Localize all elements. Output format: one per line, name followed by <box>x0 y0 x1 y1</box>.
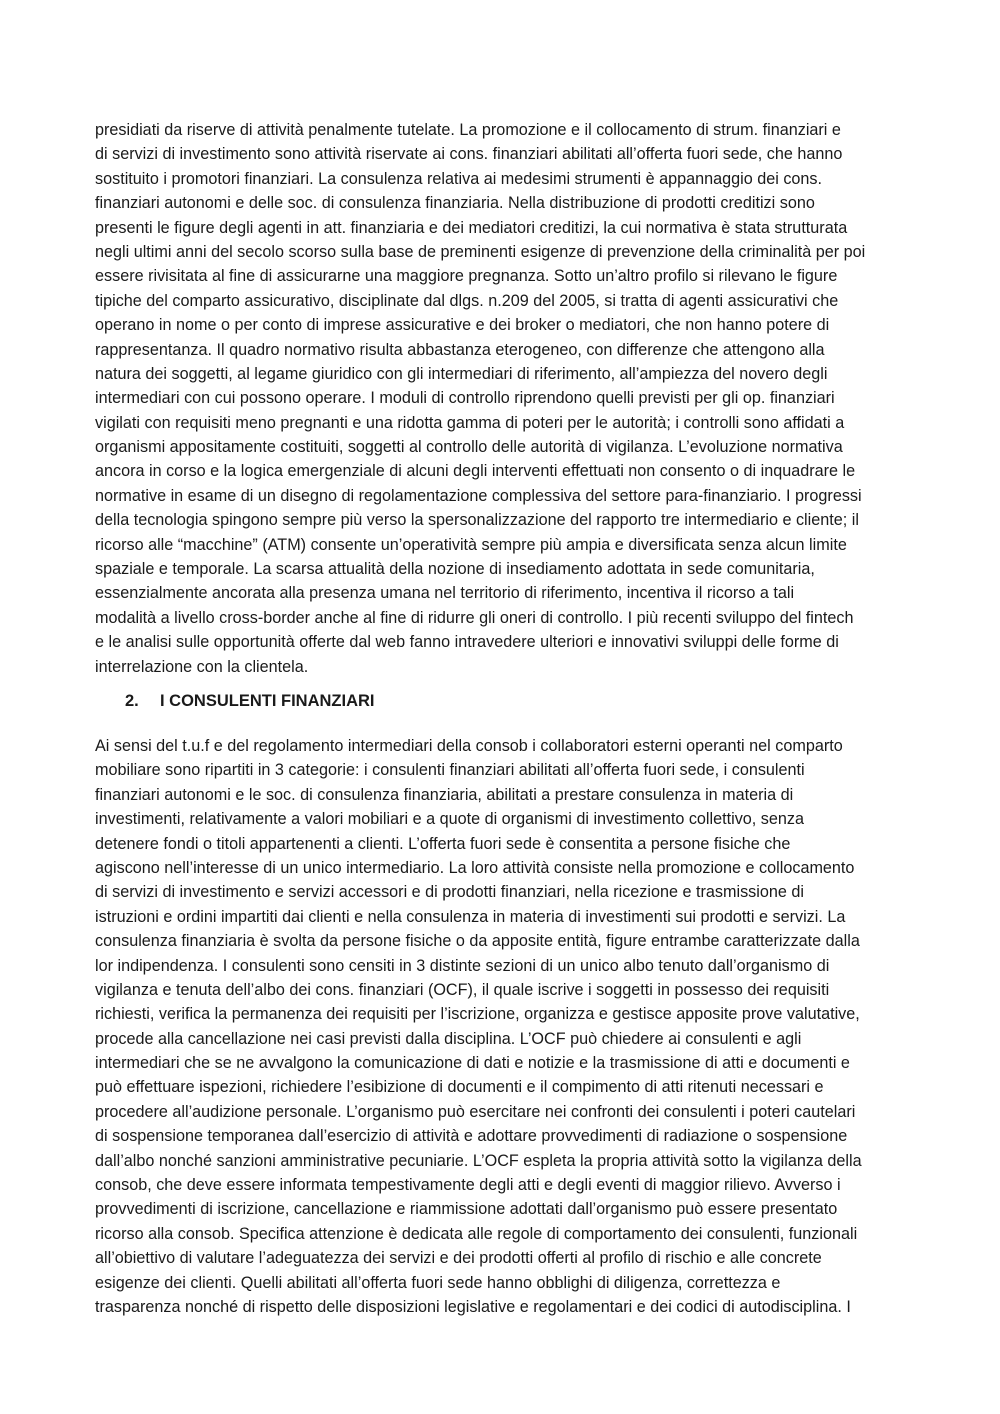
text-line: trasparenza nonché di rispetto delle disposizioni legislative e regolamentari e dei codici di autodisciplina. I <box>95 1297 851 1316</box>
text-line: operano in nome o per conto di imprese assicurative e dei broker o mediatori, che non hanno potere di <box>95 316 830 335</box>
text-line: procede alla cancellazione nei casi previsti dalla disciplina. L’OCF può chiedere ai consulenti e agli <box>95 1029 802 1048</box>
text-line: agiscono nell’interesse di un unico intermediario. La loro attività consiste nella promozione e collocamento <box>95 858 855 877</box>
text-line: essenzialmente ancorata alla presenza umana nel territorio di riferimento, incentiva il ricorso a tali <box>95 584 795 603</box>
paragraph-intermediari-para-finanziari <box>95 118 907 679</box>
text-line: ancora in corso e la logica emergenziale di alcuni degli interventi effettuati non consento o di inquadrare le <box>95 462 856 481</box>
text-line: di sospensione temporanea dall’esercizio di attività e adottare provvedimenti di radiazione o sospensione <box>95 1127 848 1146</box>
text-line: ricorso alla consob. Specifica attenzione è dedicata alle regole di comportamento dei consulenti, funzionali <box>95 1224 858 1243</box>
text-line: tipiche del comparto assicurativo, disciplinate dal dlgs. n.209 del 2005, si tratta di agenti assicurativi che <box>95 291 839 310</box>
text-line: presidiati da riserve di attività penalmente tutelate. La promozione e il collocamento di strum. finanziari e <box>95 121 841 139</box>
text-line: consulenza finanziaria è svolta da persone fisiche o da apposite entità, figure entrambe caratterizzate dalla <box>95 932 860 951</box>
paragraph-consulenti-finanziari <box>95 734 907 1319</box>
text-line: essere rivisitata al fine di assicurarne una maggiore pregnanza. Sotto un’altro profilo si rilevano le figure <box>95 267 838 286</box>
text-line: organismi appositamente costituiti, soggetti al controllo delle autorità di vigilanza. L’evoluzione normativa <box>95 438 843 457</box>
text-line: richiesti, verifica la permanenza dei requisiti per l’iscrizione, organizza e gestisce apposite prove valutative, <box>95 1005 860 1024</box>
section-number: 2. <box>125 692 139 710</box>
text-line: vigilanza e tenuta dell’albo dei cons. finanziari (OCF), il quale iscrive i soggetti in possesso dei requisiti <box>95 980 830 999</box>
text-line: esigenze dei clienti. Quelli abilitati all’offerta fuori sede hanno obblighi di diligenza, correttezza e <box>95 1273 781 1292</box>
text-line: normative in esame di un disegno di regolamentazione complessiva del settore para-finanziario. I progressi <box>95 486 862 505</box>
text-line: negli ultimi anni del secolo scorso sulla base de preminenti esigenze di prevenzione della criminalità per poi <box>95 242 866 261</box>
text-line: mobiliare sono ripartiti in 3 categorie: i consulenti finanziari abilitati all’offerta fuori sede, i consulenti <box>95 761 805 780</box>
text-line: di servizi di investimento e servizi accessori e di prodotti finanziari, nella ricezione e trasmissione di <box>95 883 804 902</box>
text-line: procedere all’audizione personale. L’organismo può esercitare nei confronti dei consulenti i poteri cautelari <box>95 1102 856 1121</box>
text-line: provvedimenti di iscrizione, cancellazione e riammissione adottati dall’organismo può essere presentato <box>95 1200 838 1219</box>
section-heading <box>125 692 375 711</box>
text-line: e le analisi sulle opportunità offerte dal web fanno intravedere ulteriori e innovativi sviluppi delle forme di <box>95 633 839 652</box>
text-line: lor indipendenza. I consulenti sono censiti in 3 distinte sezioni di un unico albo tenuto dall’organismo di <box>95 956 830 975</box>
text-line: spaziale e temporale. La scarsa attualità della nozione di insediamento adottata in sede comunitaria, <box>95 560 815 579</box>
text-line: detenere fondi o titoli appartenenti a clienti. L’offerta fuori sede è consentita a persone fisiche che <box>95 834 791 853</box>
text-line: investimenti, relativamente a valori mobiliari e a quote di organismi di investimento collettivo, senza <box>95 810 804 829</box>
text-line: rappresentanza. Il quadro normativo risulta abbastanza eterogeneo, con differenze che attengono alla <box>95 340 825 359</box>
text-line: dall’albo nonché sanzioni amministrative pecuniarie. L’OCF espleta la propria attività sotto la vigilanza della <box>95 1151 862 1170</box>
text-line: interrelazione con la clientela. <box>95 657 309 676</box>
text-line: può effettuare ispezioni, richiedere l’esibizione di documenti e il compimento di atti ritenuti necessari e <box>95 1078 824 1097</box>
text-line: sostituito i promotori finanziari. La consulenza relativa ai medesimi strumenti è appannaggio dei cons. <box>95 169 823 188</box>
text-line: intermediari che se ne avvalgono la comunicazione di dati e notizie e la trasmissione di atti e documenti e <box>95 1054 850 1073</box>
text-line: ricorso alle “macchine” (ATM) consente un’operatività sempre più ampia e diversificata senza alcun limite <box>95 535 847 554</box>
text-line: istruzioni e ordini impartiti dai clienti e nella consulenza in materia di investimenti sui prodotti e servizi. La <box>95 907 846 926</box>
text-line: finanziari autonomi e le soc. di consulenza finanziaria, abilitati a prestare consulenza in materia di <box>95 785 794 804</box>
text-line: consob, che deve essere informata tempestivamente degli atti e degli eventi di maggior rilievo. Avverso i <box>95 1176 841 1195</box>
section-title: I CONSULENTI FINANZIARI <box>160 692 375 710</box>
text-line: presenti le figure degli agenti in att. finanziaria e dei mediatori creditizi, la cui normativa è stata strutturata <box>95 218 848 237</box>
text-line: natura dei soggetti, al legame giuridico con gli intermediari di riferimento, all’ampiezza del novero degli <box>95 364 828 383</box>
text-line: finanziari autonomi e delle soc. di consulenza finanziaria. Nella distribuzione di prodotti creditizi sono <box>95 194 815 213</box>
text-line: modalità a livello cross-border anche al fine di ridurre gli oneri di controllo. I più recenti sviluppo del fintech <box>95 608 854 627</box>
text-line: all’obiettivo di valutare l’adeguatezza dei servizi e dei prodotti offerti al profilo di rischio e alle concrete <box>95 1249 822 1268</box>
text-line: della tecnologia spingono sempre più verso la spersonalizzazione del rapporto tre intermediario e cliente; il <box>95 511 859 530</box>
text-line: di servizi di investimento sono attività riservate ai cons. finanziari abilitati all’offerta fuori sede, che hanno <box>95 145 843 164</box>
text-line: vigilati con requisiti meno pregnanti e una ridotta gamma di poteri per le autorità; i controlli sono affidati a <box>95 413 845 432</box>
text-line: Ai sensi del t.u.f e del regolamento intermediari della consob i collaboratori esterni operanti nel comparto <box>95 737 843 755</box>
text-line: intermediari con cui possono operare. I moduli di controllo riprendono quelli previsti per gli op. finanziari <box>95 389 835 408</box>
